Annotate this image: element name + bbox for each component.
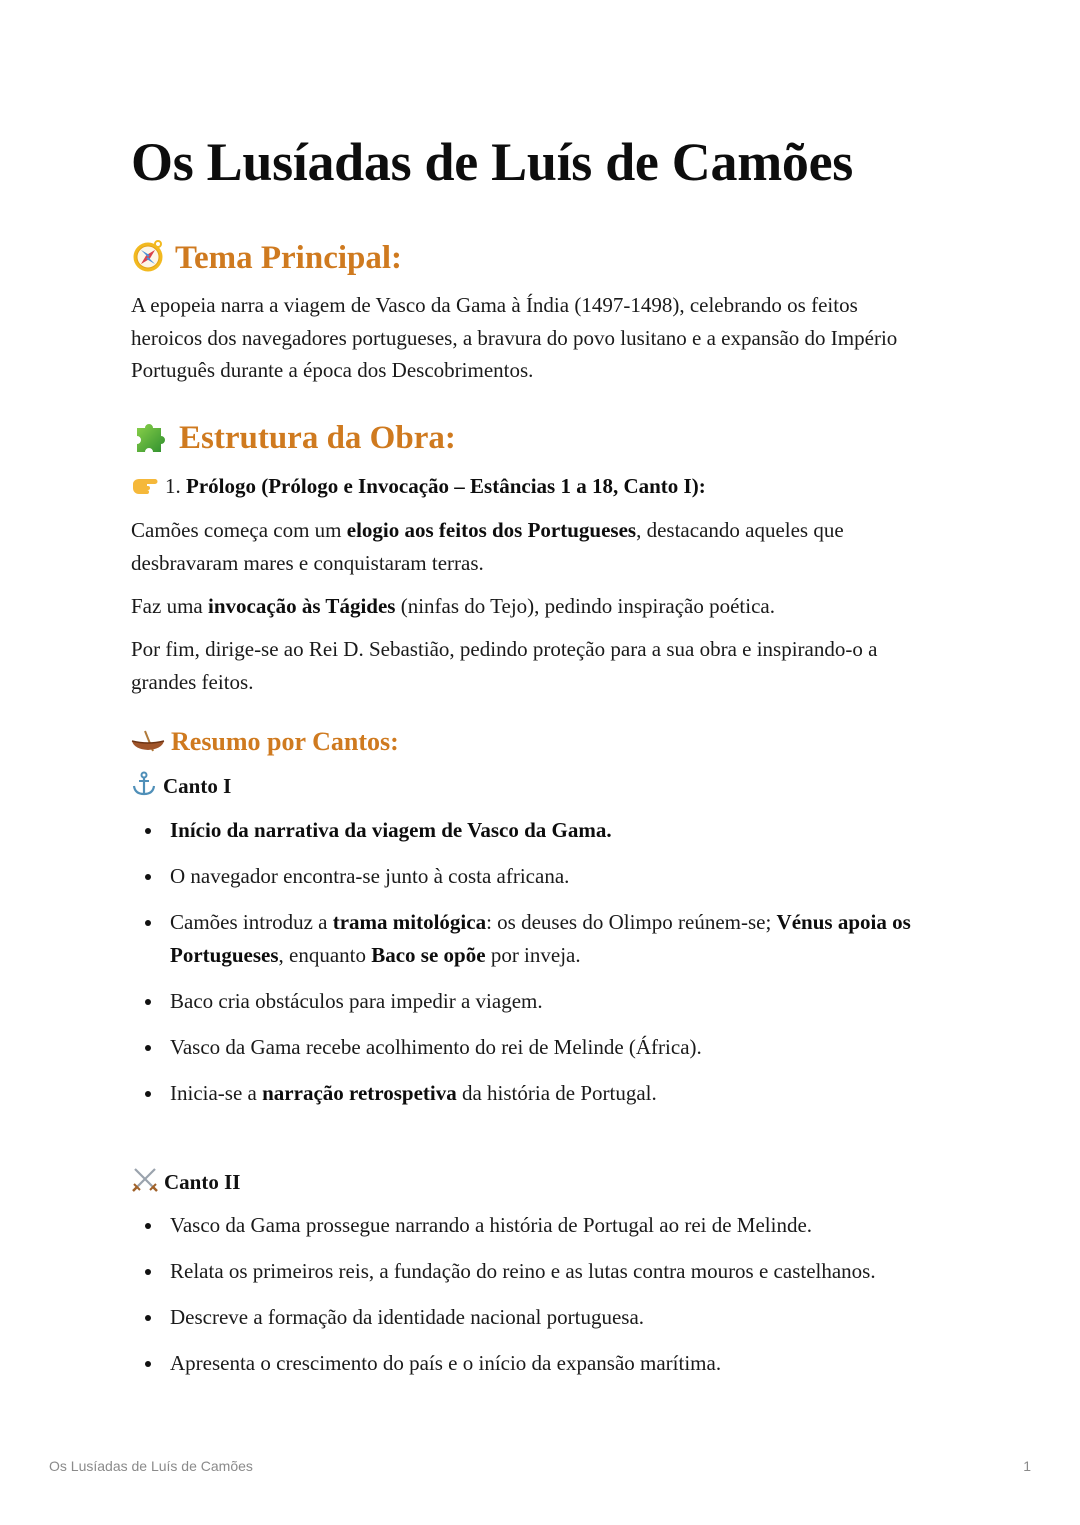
list-item — [131, 814, 941, 847]
text-span: por inveja. — [485, 942, 581, 967]
bold-span: Início da narrativa da viagem de Vasco da Gama. — [170, 818, 612, 842]
bold-span: trama mitológica — [332, 910, 487, 934]
text-span: : os deuses do Olimpo reúnem-se; — [486, 910, 777, 934]
tema-paragraph: A epopeia narra a viagem de Vasco da Gama à Índia (1497-1498), celebrando os feitos heroicos dos navegadores portugueses, a bravura do povo lusitano e a expansão do Império Português durante a época dos Descobrimentos. — [131, 293, 898, 382]
puzzle-icon — [131, 418, 169, 454]
document-title: Os Lusíadas de Luís de Camões — [131, 132, 853, 192]
text-span: , destacando aqueles que desbravaram mares e conquistaram terras. — [131, 518, 844, 575]
text-span: (ninfas do Tejo), pedindo inspiração poética. — [395, 594, 775, 618]
compass-icon — [131, 239, 165, 273]
section-heading-tema — [131, 238, 402, 278]
section-heading-resumo — [131, 726, 399, 758]
pointing-hand-icon — [131, 474, 159, 496]
prologo-paragraph-1 — [131, 514, 931, 579]
list-item: O navegador encontra-se junto à costa africana. — [131, 860, 941, 893]
prologo-label: Prólogo (Prólogo e Invocação – Estâncias 1 a 18, Canto I): — [186, 474, 706, 498]
tema-heading-text: Tema Principal: — [175, 240, 403, 276]
footer-page-number: 1 — [1023, 1458, 1031, 1474]
list-item: Vasco da Gama recebe acolhimento do rei de Melinde (África). — [131, 1031, 941, 1064]
resumo-heading-text: Resumo por Cantos: — [171, 727, 399, 756]
prologo-paragraph-2 — [131, 590, 931, 623]
text-span: Camões começa com um — [131, 518, 347, 542]
list-item: Vasco da Gama prossegue narrando a história de Portugal ao rei de Melinde. — [131, 1209, 941, 1242]
canto-1-heading-text: Canto I — [163, 774, 232, 798]
canto-1-heading — [131, 771, 231, 800]
bold-span: elogio aos feitos dos Portugueses — [346, 518, 637, 542]
canto-2-heading — [131, 1166, 240, 1196]
list-item: Baco cria obstáculos para impedir a viagem. — [131, 985, 941, 1018]
crossed-swords-icon — [131, 1166, 159, 1194]
list-item — [131, 1077, 941, 1110]
text-span: da história de Portugal. — [456, 1080, 657, 1105]
text-span: Faz uma — [131, 594, 208, 618]
list-item — [131, 906, 941, 971]
bold-span: invocação às Tágides — [207, 594, 396, 618]
canto-2-list — [131, 1209, 941, 1393]
estrutura-heading-text: Estrutura da Obra: — [179, 420, 456, 456]
canto-2-heading-text: Canto II — [164, 1170, 241, 1194]
prologo-paragraph-3: Por fim, dirige-se ao Rei D. Sebastião, pedindo proteção para a sua obra e inspirando-o a grandes feitos. — [131, 637, 878, 694]
prologo-item — [131, 470, 931, 503]
bold-span: Vénus apoia os Portugueses — [170, 910, 911, 967]
list-item: Apresenta o crescimento do país e o início da expansão marítima. — [131, 1347, 941, 1380]
list-item: Relata os primeiros reis, a fundação do reino e as lutas contra mouros e castelhanos. — [131, 1255, 941, 1288]
text-span: Camões introduz a — [170, 910, 333, 934]
canto-1-list — [131, 814, 941, 1123]
bold-span: Baco se opõe — [371, 942, 486, 967]
prologo-number: 1. — [165, 474, 181, 498]
footer-document-title: Os Lusíadas de Luís de Camões — [49, 1458, 253, 1474]
section-heading-estrutura — [131, 418, 456, 458]
bold-span: narração retrospetiva — [262, 1080, 457, 1105]
anchor-icon — [131, 771, 157, 797]
list-item: Descreve a formação da identidade nacional portuguesa. — [131, 1301, 941, 1334]
canoe-icon — [131, 729, 165, 753]
text-span: , enquanto — [278, 942, 372, 967]
text-span: Inicia-se a — [170, 1080, 263, 1105]
